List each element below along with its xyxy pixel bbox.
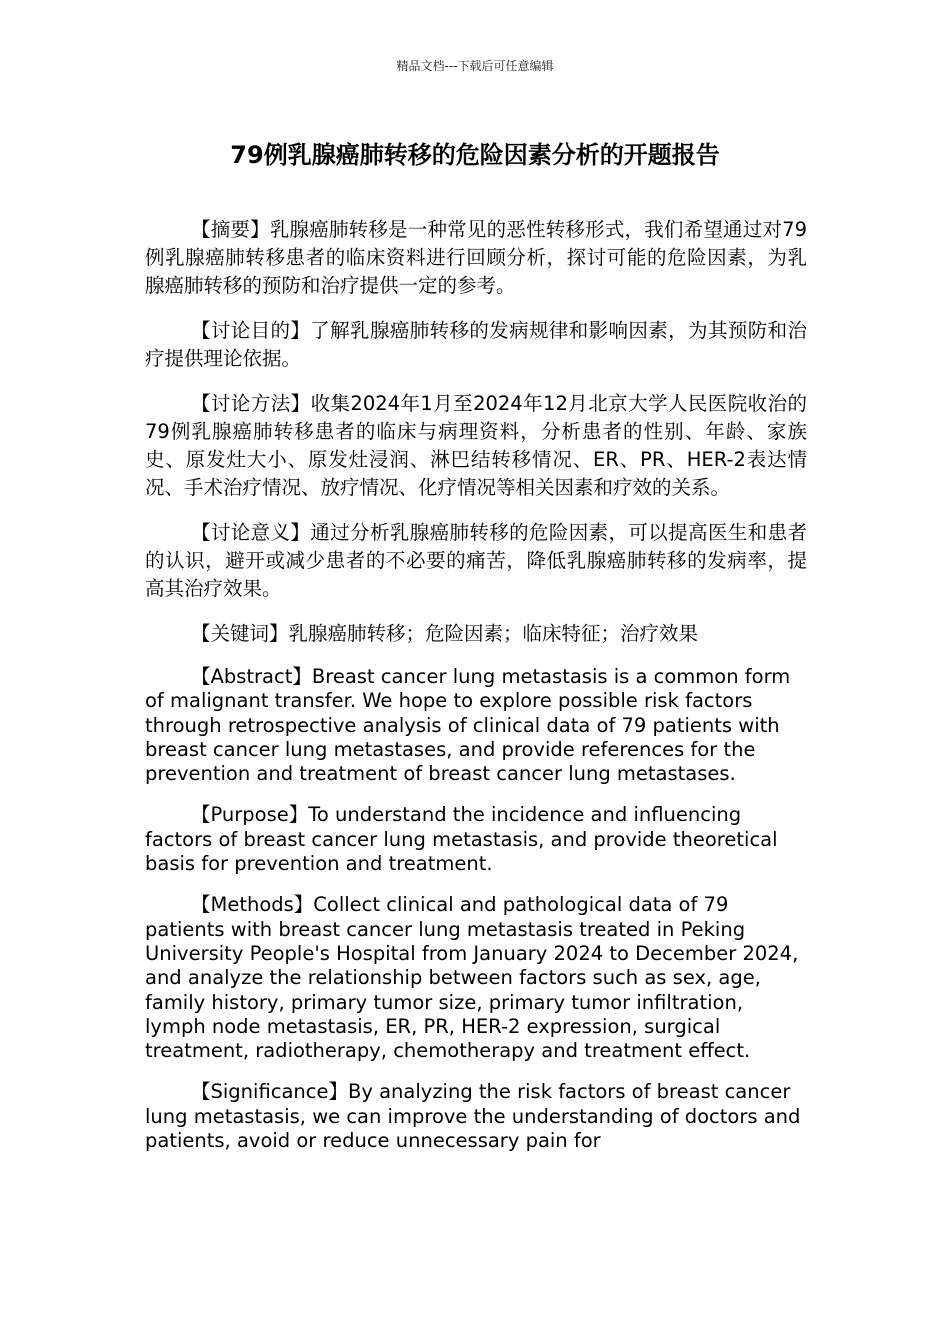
paragraph-text: 收集2024年1月至2024年12月北京大学人民医院收治的79例乳腺癌肺转移患者的临床与病理资料，分析患者的性别、年龄、家族史、原发灶大小、原发灶浸润、淋巴结转移情况、ER、PR、HER-2表达情况、手术治疗情况、放疗情况、化疗情况等相关因素和疗效的关系。 xyxy=(145,392,807,499)
methods-en-paragraph xyxy=(145,893,807,1063)
page-header: 精品文档---下载后可任意编辑 xyxy=(396,59,554,73)
keywords-zh-paragraph xyxy=(145,620,807,648)
purpose-zh-paragraph xyxy=(145,317,807,373)
document-title: 79例乳腺癌肺转移的危险因素分析的开题报告 xyxy=(230,141,720,169)
significance-zh-paragraph xyxy=(145,519,807,603)
paragraph-text: 乳腺癌肺转移；危险因素；临床特征；治疗效果 xyxy=(288,622,699,645)
purpose-en-paragraph xyxy=(145,803,807,876)
paragraph-label: 【Significance】 xyxy=(191,1080,348,1104)
paragraph-label: 【Abstract】 xyxy=(191,665,312,688)
paragraph-label: 【Methods】 xyxy=(191,893,314,917)
significance-en-paragraph xyxy=(145,1080,807,1153)
paragraph-text: By analyzing the risk factors of breast cancer lung metastasis, we can improve the understanding of doctors and patients, avoid or reduce unnecessary pain for xyxy=(145,1080,801,1153)
methods-zh-paragraph xyxy=(145,390,807,502)
paragraph-text: To understand the incidence and influencing factors of breast cancer lung metastasis, and provide theoretical basis for prevention and treatment. xyxy=(145,803,778,876)
paragraph-text: Breast cancer lung metastasis is a common form of malignant transfer. We hope to explore possible risk factors through retrospective analysis of clinical data of 79 patients with breast cancer lung metastases, and provide references for the prevention and treatment of breast cancer lung metastases. xyxy=(145,665,791,786)
abstract-en-paragraph xyxy=(145,665,807,786)
paragraph-text: 乳腺癌肺转移是一种常见的恶性转移形式，我们希望通过对79例乳腺癌肺转移患者的临床资料进行回顾分析，探讨可能的危险因素，为乳腺癌肺转移的预防和治疗提供一定的参考。 xyxy=(145,218,807,297)
paragraph-text: Collect clinical and pathological data of 79 patients with breast cancer lung metastasis treated in Peking University People's Hospital from January 2024 to December 2024, and analyze the relationship between factors such as sex, age, family history, primary tumor size, primary tumor infiltration, lymph node metastasis, ER, PR, HER-2 expression, surgical treatment, radiotherapy, chemotherapy and treatment effect. xyxy=(145,893,799,1063)
paragraph-label: 【讨论目的】 xyxy=(191,319,311,342)
abstract-zh-paragraph xyxy=(145,216,807,300)
paragraph-text: 了解乳腺癌肺转移的发病规律和影响因素，为其预防和治疗提供理论依据。 xyxy=(145,319,807,370)
paragraph-label: 【讨论意义】 xyxy=(191,521,311,544)
paragraph-label: 【摘要】 xyxy=(191,218,270,241)
paragraph-label: 【Purpose】 xyxy=(191,803,309,827)
paragraph-label: 【关键词】 xyxy=(191,622,289,645)
document-body xyxy=(145,216,807,1170)
paragraph-label: 【讨论方法】 xyxy=(191,392,311,415)
paragraph-text: 通过分析乳腺癌肺转移的危险因素，可以提高医生和患者的认识，避开或减少患者的不必要的痛苦，降低乳腺癌肺转移的发病率，提高其治疗效果。 xyxy=(145,521,807,600)
